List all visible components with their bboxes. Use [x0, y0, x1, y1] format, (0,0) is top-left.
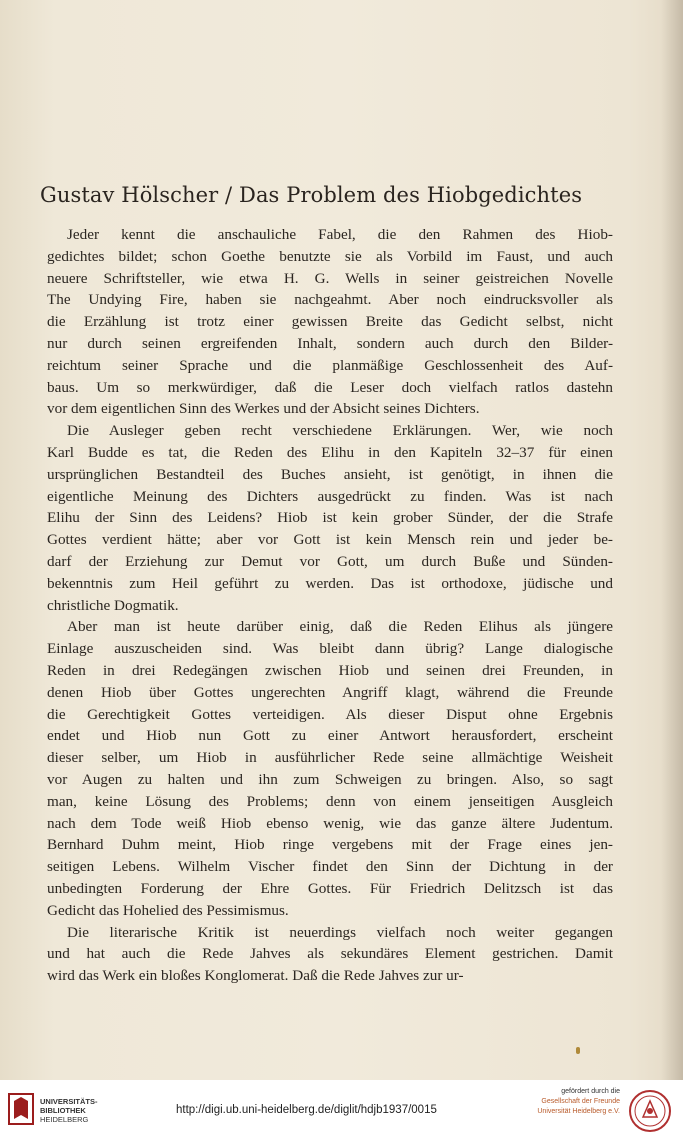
text-line: neuere Schriftsteller, wie etwa H. G. Wells in seiner geistreichen Novelle [47, 269, 613, 287]
text-line: Bernhard Duhm meint, Hiob ringe vergebens mit der Frage eines jen- [47, 836, 613, 854]
text-line: darf der Erziehung zur Demut vor Gott, um durch Buße und Sünden- [47, 552, 613, 570]
text-line: man, keine Lösung des Problems; denn von einem jenseitigen Ausgleich [47, 792, 613, 810]
text-line: baus. Um so merkwürdiger, daß die Leser doch vielfach ratlos dastehn [47, 378, 613, 396]
text-line: nur durch seinen ergreifenden Inhalt, sondern auch durch den Bilder- [47, 334, 613, 352]
text-line: und hat auch die Rede Jahves als sekundäres Element gestrichen. Damit [47, 945, 613, 963]
text-line: nach dem Tode weiß Hiob ebenso wenig, wie das ganze ältere Judentum. [47, 814, 613, 832]
text-line: Die literarische Kritik ist neuerdings vielfach noch weiter gegangen [67, 923, 613, 941]
text-line: Karl Budde es tat, die Reden des Elihu in den Kapiteln 32–37 für einen [47, 443, 613, 461]
text-line: christliche Dogmatik. [47, 596, 179, 614]
text-line: Elihu der Sinn des Leidens? Hiob ist kein grober Sünder, der die Strafe [47, 509, 613, 527]
text-line: gedichtes bildet; schon Goethe benutzte sie als Vorbild im Faust, und auch [47, 247, 613, 265]
page-mark [576, 1047, 580, 1054]
text-line: Jeder kennt die anschauliche Fabel, die den Rahmen des Hiob- [67, 226, 613, 243]
text-line: dieser selber, um Hiob in ausführlicher Rede seine allmächtige Weisheit [47, 749, 613, 767]
library-name: UNIVERSITÄTS- BIBLIOTHEK HEIDELBERG [40, 1097, 98, 1124]
text-line: die Erzählung ist trotz einer gewissen Breite das Gedicht selbst, nicht [47, 313, 613, 331]
text-line: Reden in drei Redegängen zwischen Hiob und seinen drei Freunden, in [47, 661, 613, 679]
text-line: endet und Hiob nun Gott zu einer Antwort herausfordert, erscheint [47, 727, 613, 745]
page-fold-shadow [661, 0, 683, 1080]
library-logo-icon [8, 1093, 34, 1125]
university-seal-icon [628, 1089, 672, 1133]
text-line: Die Ausleger geben recht verschiedene Erklärungen. Wer, wie noch [67, 422, 613, 440]
page-title: Gustav Hölscher / Das Problem des Hiobgedichtes [40, 183, 583, 207]
document-url-link[interactable]: http://digi.ub.uni-heidelberg.de/diglit/hdjb1937/0015 [176, 1104, 437, 1116]
text-line: Aber man ist heute darüber einig, daß die Reden Elihus als jüngere [67, 618, 613, 636]
body-text [47, 224, 613, 987]
footer-bar [0, 1080, 683, 1137]
text-line: Einlage auszuscheiden sind. Was bleibt dann übrig? Lange dialogische [47, 640, 613, 658]
text-line: Gedicht das Hohelied des Pessimismus. [47, 901, 289, 919]
text-line: die Gerechtigkeit Gottes verteidigen. Als dieser Disput ohne Ergebnis [47, 705, 613, 723]
text-line: vor dem eigentlichen Sinn des Werkes und der Absicht seines Dichters. [47, 400, 480, 418]
text-line: The Undying Fire, haben sie nachgeahmt. Aber noch eindrucksvoller als [47, 291, 613, 309]
text-line: Gottes verdient hätte; aber vor Gott ist kein Mensch rein und jeder be- [47, 531, 613, 549]
text-line: reichtum seiner Sprache und die planmäßige Geschlossenheit des Auf- [47, 356, 613, 374]
text-line: ursprünglichen Bestandteil des Buches ansieht, ist genötigt, in ihnen die [47, 465, 613, 483]
text-line: vor Augen zu halten und ihn zum Schweigen zu bringen. Also, so sagt [47, 770, 613, 788]
text-line: wird das Werk ein bloßes Konglomerat. Daß die Rede Jahves zur ur- [47, 967, 464, 985]
text-line: seitigen Lebens. Wilhelm Vischer findet den Sinn der Dichtung in der [47, 858, 613, 876]
text-line: bekenntnis zum Heil geführt zu werden. Das ist orthodoxe, jüdische und [47, 574, 613, 592]
sponsor-text: gefördert durch die Gesellschaft der Freunde Universität Heidelberg e.V. [537, 1088, 620, 1115]
text-line: denen Hiob über Gottes ungerechten Angriff klagt, während die Freunde [47, 683, 613, 701]
text-line: unbedingten Forderung der Ehre Gottes. Für Friedrich Delitzsch ist das [47, 879, 613, 897]
text-line: eigentliche Meinung des Dichters ausgedrückt zu finden. Was ist nach [47, 487, 613, 505]
